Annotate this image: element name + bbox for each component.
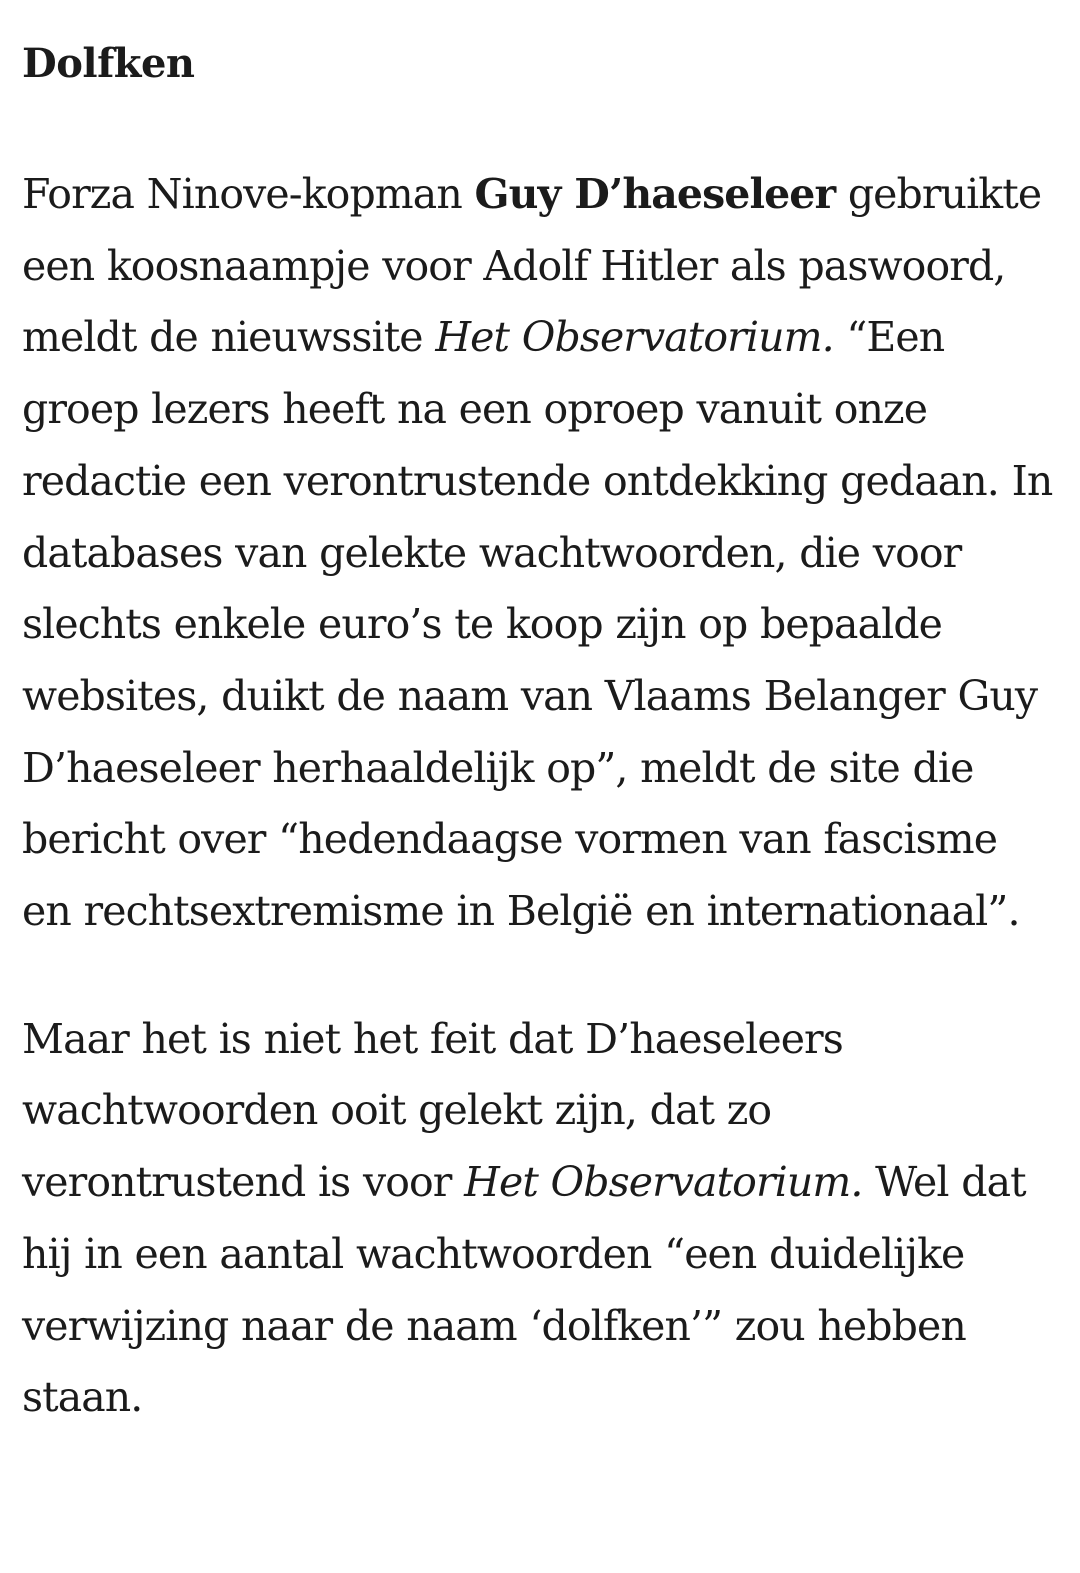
paragraph-1	[22, 159, 1058, 948]
paragraph-2-text-end: Wel dat hij in een aantal wachtwoorden “een duidelijke verwijzing naar de naam ‘dolfken’” zou hebben staan.	[22, 1158, 1026, 1422]
paragraph-1-text-middle: gebruikte een koosnaampje voor Adolf Hitler als paswoord, meldt de nieuwssite	[22, 170, 1042, 362]
paragraph-1-text-start: Forza Ninove-kopman	[22, 170, 475, 218]
paragraph-1-text-end: “Een groep lezers heeft na een oproep vanuit onze redactie een verontrustende ontdekking gedaan. In databases van gelekte wachtwoorden, die voor slechts enkele euro’s te koop zijn op bepaalde websites, duikt de naam van Vlaams Belanger Guy D’haeseleer herhaaldelijk op”, meldt de site die bericht over “hedendaagse vormen van fascisme en rechtsextremisme in België en internationaal”.	[22, 313, 1053, 936]
source-name-italic: Het Observatorium.	[435, 313, 834, 362]
paragraph-2	[22, 1004, 1058, 1434]
person-name-bold: Guy D’haeseleer	[474, 170, 836, 218]
source-name-italic: Het Observatorium.	[464, 1158, 863, 1207]
section-heading: Dolfken	[22, 40, 195, 87]
paragraph-2-text-start: Maar het is niet het feit dat D’haeseleers wachtwoorden ooit gelekt zijn, dat zo verontrustend is voor	[22, 1014, 843, 1207]
